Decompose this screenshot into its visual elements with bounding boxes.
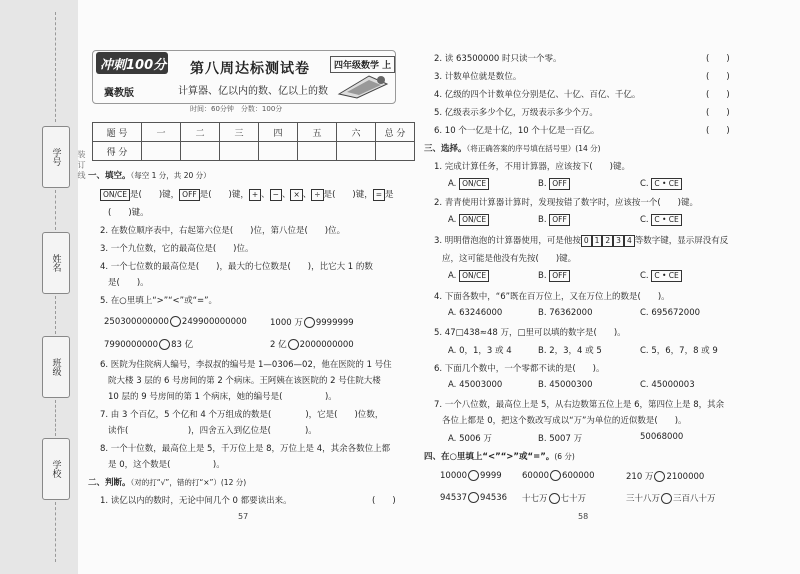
judge-2: 2. 读 63500000 时只读一个零。 — [434, 54, 562, 64]
answer-paren[interactable]: ( ) — [706, 54, 730, 64]
score-input-cell[interactable] — [142, 142, 181, 161]
question-7-cont: 读作( )，四舍五入到亿位是( )。 — [108, 426, 317, 436]
off-key: OFF — [549, 214, 570, 226]
judge-6: 6. 10 个一亿是十亿，10 个十亿是一百亿。 — [434, 126, 600, 136]
question-7: 7. 由 3 个百亿，5 个亿和 4 个万组成的数是( )，它是( )位数， — [100, 410, 384, 420]
student-number-field[interactable]: 学号 — [42, 126, 70, 188]
answer-circle[interactable] — [550, 470, 561, 481]
answer-circle[interactable] — [159, 339, 170, 350]
section-4-heading: 四、在○里填上“<”“>”或“=”。(6 分) — [424, 452, 575, 462]
compare-item: 10000 9999 — [440, 471, 502, 481]
exam-title: 第八周达标测试卷 — [190, 61, 310, 77]
option-b[interactable]: B. 76362000 — [538, 308, 593, 318]
class-field[interactable]: 班级 — [42, 336, 70, 398]
compare-item: 1000 万 9999999 — [270, 318, 354, 328]
table-cell: 一 — [142, 123, 181, 142]
table-cell: 二 — [181, 123, 220, 142]
off-key: OFF — [549, 178, 570, 190]
answer-paren[interactable]: ( ) — [706, 72, 730, 82]
answer-paren[interactable]: ( ) — [706, 108, 730, 118]
digit-key: 0 — [581, 235, 592, 247]
off-key: OFF — [179, 189, 200, 201]
section-3-heading: 三、选择。（将正确答案的序号填在括号里）(14 分) — [424, 144, 601, 154]
question-6-cont: 院大楼 3 层的 6 号房间的第 2 个病床。王阿姨在该医院的 2 号住院大楼 — [108, 376, 381, 386]
divide-key: ÷ — [311, 189, 323, 201]
choice-7: 7. 一个八位数，最高位上是 5，从右边数第五位上是 6，第四位上是 8，其余 — [434, 400, 725, 410]
time-score-info: 时间：60分钟 分数：100分 — [190, 105, 283, 113]
edition-label: 冀教版 — [104, 88, 134, 99]
choice-1: 1. 完成计算任务，不用计算器，应该按下( )键。 — [434, 162, 630, 172]
question-4-cont: 是( )。 — [108, 278, 149, 288]
option-a[interactable]: A. 45003000 — [448, 380, 503, 390]
sidebar-dash-line — [55, 190, 56, 230]
choice-6: 6. 下面几个数中，一个零都不读的是( )。 — [434, 364, 605, 374]
on-ce-key: ON/CE — [459, 214, 489, 226]
sidebar-dash-line — [55, 296, 56, 334]
minus-key: − — [270, 189, 282, 201]
table-cell: 五 — [298, 123, 337, 142]
option-b[interactable]: B. OFF — [538, 178, 570, 190]
option-c[interactable]: C. 5，6，7，8 或 9 — [640, 346, 718, 356]
option-c[interactable]: C. 695672000 — [640, 308, 701, 318]
compare-item: 60000 600000 — [522, 471, 595, 481]
question-3: 3. 一个九位数，它的最高位是( )位。 — [100, 244, 254, 254]
option-a[interactable]: A. ON/CE — [448, 214, 489, 226]
clear-key: C • CE — [651, 270, 681, 282]
question-1: ON/CE 是( )键， OFF 是( )键， + 、 − 、 × 、 ÷ 是( )键， = 是 — [100, 188, 394, 201]
section-1-heading: 一、填空。（每空 1 分，共 20 分） — [88, 171, 211, 181]
option-c[interactable]: 50068000 — [640, 432, 684, 442]
choice-3-cont: 应，这可能是他没有先按( )键。 — [442, 254, 577, 264]
digit-key: 1 — [592, 235, 603, 247]
score-input-cell[interactable] — [376, 142, 415, 161]
clear-key: C • CE — [651, 178, 681, 190]
grade-label: 四年级数学 上 — [330, 56, 395, 73]
question-5: 5. 在○里填上“>”“<”或“=”。 — [100, 296, 218, 306]
compare-item: 2 亿 2000000000 — [270, 340, 354, 350]
sidebar-dash-line — [55, 400, 56, 436]
option-a[interactable]: A. 5006 万 — [448, 434, 492, 444]
digit-key: 3 — [613, 235, 624, 247]
page-number: 58 — [578, 512, 589, 521]
option-b[interactable]: B. OFF — [538, 214, 570, 226]
question-1-cont: ( )键。 — [108, 208, 149, 218]
school-field[interactable]: 学校 — [42, 438, 70, 500]
answer-paren[interactable]: ( ) — [706, 90, 730, 100]
multiply-key: × — [290, 189, 302, 201]
answer-circle[interactable] — [304, 317, 315, 328]
table-cell: 题 号 — [93, 123, 142, 142]
score-input-cell[interactable] — [181, 142, 220, 161]
choice-4: 4. 下面各数中，“6”既在百万位上，又在万位上的数是( )。 — [434, 292, 670, 302]
table-cell: 总 分 — [376, 123, 415, 142]
clear-key: C • CE — [651, 214, 681, 226]
option-a[interactable]: A. ON/CE — [448, 178, 489, 190]
choice-3: 3. 明明借泡泡的计算器使用，可是他按 0 1 2 3 4 等数字键，显示屏没有反 — [434, 236, 729, 246]
answer-circle[interactable] — [170, 316, 181, 327]
score-input-cell[interactable] — [220, 142, 259, 161]
off-key: OFF — [549, 270, 570, 282]
compare-item: 三十八万 三百八十万 — [626, 494, 716, 504]
sidebar-dash-line — [55, 502, 56, 562]
score-input-cell[interactable] — [298, 142, 337, 161]
exam-subtitle: 计算器、亿以内的数、亿以上的数 — [178, 86, 328, 97]
option-b[interactable]: B. OFF — [538, 270, 570, 282]
answer-circle[interactable] — [288, 339, 299, 350]
option-b[interactable]: B. 5007 万 — [538, 434, 583, 444]
option-a[interactable]: A. ON/CE — [448, 270, 489, 282]
choice-7-cont: 各位上都是 0，把这个数改写成以“万”为单位的近似数是( )。 — [442, 416, 687, 426]
table-row — [93, 123, 415, 142]
score-table — [92, 122, 415, 161]
compare-item: 十七万 七十万 — [522, 494, 587, 504]
question-2: 2. 在数位顺序表中，右起第六位是( )位，第八位是( )位。 — [100, 226, 346, 236]
question-4: 4. 一个七位数的最高位是( )，最大的七位数是( )，比它大 1 的数 — [100, 262, 373, 272]
judge-1: 1. 读亿以内的数时，无论中间几个 0 都要读出来。 — [100, 496, 292, 506]
choice-2: 2. 青青使用计算器计算时，发现按错了数字时，应该按一个( )键。 — [434, 198, 698, 208]
option-c[interactable]: C. C • CE — [640, 270, 682, 282]
digit-key: 4 — [624, 235, 635, 247]
section-2-heading: 二、判断。（对的打“√”，错的打“×”）(12 分) — [88, 478, 247, 488]
digit-key: 2 — [602, 235, 613, 247]
answer-circle[interactable] — [468, 492, 479, 503]
tablet-illustration-icon — [335, 72, 391, 100]
on-ce-key: ON/CE — [100, 189, 130, 201]
option-b[interactable]: B. 2，3，4 或 5 — [538, 346, 602, 356]
compare-item: 250300000000 249900000000 — [104, 317, 247, 327]
table-cell: 三 — [220, 123, 259, 142]
score-input-cell[interactable] — [259, 142, 298, 161]
option-b[interactable]: B. 45000300 — [538, 380, 593, 390]
brand-logo: 冲刺100分 — [96, 52, 168, 74]
answer-circle[interactable] — [654, 471, 665, 482]
question-6-cont: 10 层的 9 号房间的第 1 个病床，她的编号是( )。 — [108, 392, 337, 402]
on-ce-key: ON/CE — [459, 178, 489, 190]
judge-3: 3. 计数单位就是数位。 — [434, 72, 522, 82]
table-cell: 四 — [259, 123, 298, 142]
compare-item: 7990000000 83 亿 — [104, 340, 194, 350]
plus-key: + — [249, 189, 261, 201]
student-name-field[interactable]: 姓名 — [42, 232, 70, 294]
sidebar-dash-line — [55, 12, 56, 122]
choice-5: 5. 47□438≈48 万，□里可以填的数字是( )。 — [434, 328, 626, 338]
option-c[interactable]: C. C • CE — [640, 178, 682, 190]
table-cell: 六 — [337, 123, 376, 142]
answer-circle[interactable] — [468, 470, 479, 481]
compare-item: 210 万 2100000 — [626, 472, 705, 482]
question-8: 8. 一个十位数，最高位上是 5，千万位上是 8，万位上是 4，其余各数位上都 — [100, 444, 391, 454]
table-row — [93, 142, 415, 161]
page-number: 57 — [238, 512, 249, 521]
question-6: 6. 医院为住院病人编号，李叔叔的编号是 1—0306—02，他在医院的 1 号住 — [100, 360, 392, 370]
question-8-cont: 是 0，这个数是( )。 — [108, 460, 225, 470]
equals-key: = — [373, 189, 385, 201]
binding-line-text: 装 订 线 — [77, 150, 86, 180]
on-ce-key: ON/CE — [459, 270, 489, 282]
answer-circle[interactable] — [661, 493, 672, 504]
option-c[interactable]: C. C • CE — [640, 214, 682, 226]
option-a[interactable]: A. 63246000 — [448, 308, 503, 318]
compare-item: 94537 94536 — [440, 493, 508, 503]
judge-5: 5. 亿级表示多少个亿，万级表示多少个万。 — [434, 108, 598, 118]
score-input-cell[interactable] — [337, 142, 376, 161]
option-a[interactable]: A. 0，1，3 或 4 — [448, 346, 512, 356]
judge-4: 4. 亿级的四个计数单位分别是亿、十亿、百亿、千亿。 — [434, 90, 641, 100]
answer-circle[interactable] — [549, 493, 560, 504]
answer-paren[interactable]: ( ) — [706, 126, 730, 136]
table-cell: 得 分 — [93, 142, 142, 161]
answer-paren[interactable]: ( ) — [372, 496, 396, 506]
option-c[interactable]: C. 45000003 — [640, 380, 695, 390]
